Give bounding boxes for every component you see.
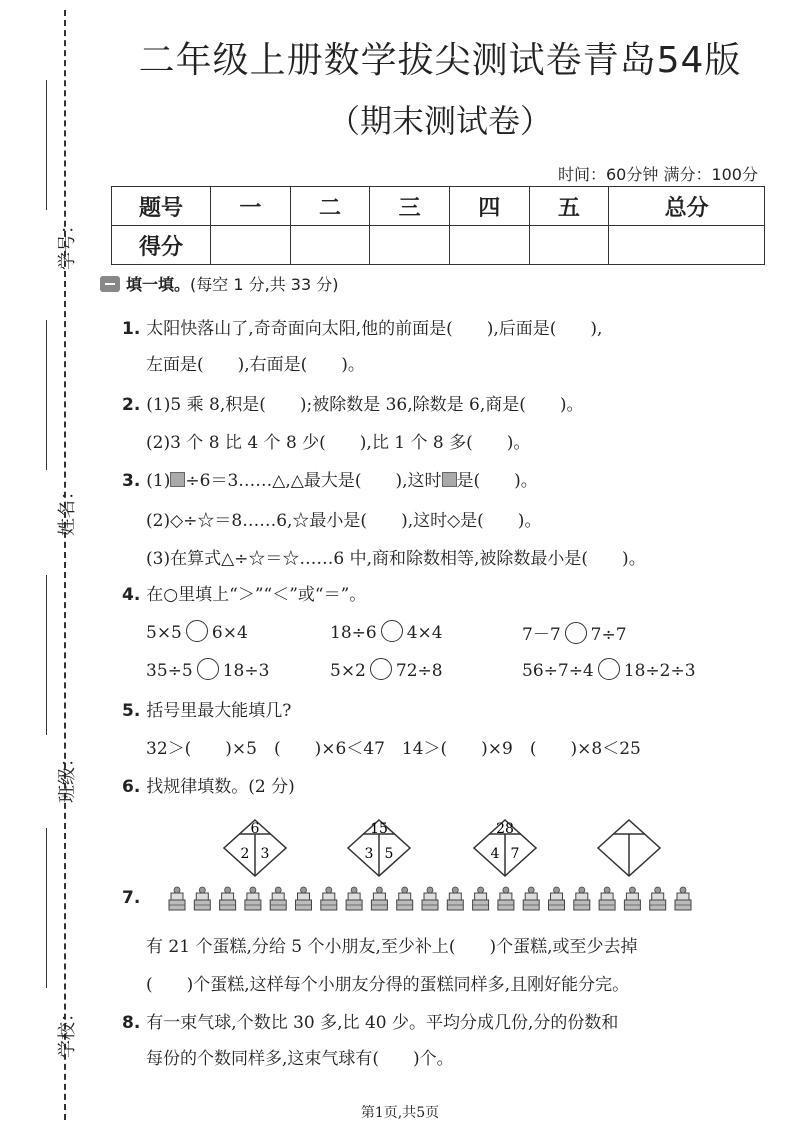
score-cell-label: 题号	[112, 187, 211, 226]
diamond-top-value: 6	[250, 821, 260, 837]
cake-icon	[321, 887, 337, 910]
question-1-line-2: 左面是( ),右面是( )。	[146, 355, 365, 375]
question-8-text-1: 有一束气球,个数比 30 多,比 40 少。平均分成几份,分的份数和	[146, 1013, 619, 1033]
page-footer: 第1页,共5页	[360, 1105, 440, 1121]
student-id-label: 学号：	[57, 216, 78, 270]
question-6-text: 找规律填数。(2 分)	[146, 777, 295, 797]
question-7-number: 7.	[122, 888, 141, 908]
cake-icon	[270, 887, 286, 910]
question-5-items: 32＞( )×5 ( )×6＜47 14＞( )×9 ( )×8＜25	[146, 739, 641, 759]
cake-icon	[624, 887, 640, 910]
score-cell-total: 总分	[609, 187, 765, 226]
diamond-top-value: 15	[370, 821, 388, 837]
compare-circle-icon[interactable]	[381, 620, 403, 642]
class-label: 班级：	[57, 749, 78, 803]
section-1-heading	[100, 272, 338, 295]
score-input-total[interactable]	[609, 226, 765, 265]
question-5-number: 5.	[122, 701, 141, 721]
cake-icon	[245, 887, 261, 910]
score-table	[111, 186, 765, 265]
compare-left: 5×2	[330, 661, 366, 681]
question-3-text-1a: (1)	[146, 471, 171, 491]
score-cell-3: 三	[370, 187, 450, 226]
cake-icon	[599, 887, 615, 910]
diamond-right-value: 7	[510, 846, 520, 862]
cake-icon	[523, 887, 539, 910]
score-input-2[interactable]	[290, 226, 370, 265]
question-2-number: 2.	[122, 395, 141, 415]
time-score-info: 时间：60分钟 满分：100分	[558, 165, 758, 184]
compare-item	[522, 658, 696, 681]
question-4-number: 4.	[122, 585, 141, 605]
score-row-label: 得分	[112, 226, 211, 265]
compare-right: 18÷2÷3	[623, 661, 696, 681]
compare-item	[330, 620, 443, 643]
question-6-number: 6.	[122, 777, 141, 797]
section-1-note: (每空 1 分,共 33 分)	[190, 275, 339, 294]
school-field[interactable]	[20, 828, 78, 1068]
cake-icon	[296, 887, 312, 910]
question-2-line-2: (2)3 个 8 比 4 个 8 少( ),比 1 个 8 多( )。	[146, 433, 531, 453]
question-7-number-line	[122, 888, 146, 908]
score-table-header-row	[112, 187, 765, 226]
question-6-prompt	[122, 772, 295, 797]
gray-square-icon	[170, 472, 185, 487]
school-label: 学校：	[57, 1004, 78, 1058]
gray-square-icon	[442, 472, 457, 487]
pattern-diamond-4-blank[interactable]	[596, 818, 662, 878]
diamond-top-value: 28	[496, 821, 514, 837]
compare-left: 7－7	[522, 625, 561, 645]
compare-item	[146, 620, 248, 643]
question-3-line-3: (3)在算式△÷☆＝☆……6 中,商和除数相等,被除数最小是( )。	[146, 549, 646, 569]
class-field[interactable]	[20, 575, 78, 803]
class-line	[46, 575, 47, 735]
school-line	[46, 828, 47, 988]
cake-icon	[169, 887, 185, 910]
cake-icon	[447, 887, 463, 910]
compare-item	[522, 620, 627, 645]
question-3-text-1b: ÷6＝3……△,△最大是( ),这时	[185, 471, 442, 491]
question-3-number: 3.	[122, 471, 141, 491]
cake-icon	[650, 887, 666, 910]
question-8-line-2: 每份的个数同样多,这束气球有( )个。	[146, 1049, 454, 1069]
score-cell-5: 五	[529, 187, 609, 226]
cake-icon	[220, 887, 236, 910]
compare-right: 6×4	[211, 623, 248, 643]
compare-right: 72÷8	[395, 661, 443, 681]
student-id-field[interactable]	[20, 80, 78, 280]
score-table-score-row	[112, 226, 765, 265]
question-2-line-1	[122, 390, 584, 415]
compare-right: 18÷3	[222, 661, 270, 681]
diamond-left-value: 4	[490, 846, 500, 862]
compare-left: 35÷5	[146, 661, 193, 681]
question-5-text: 括号里最大能填几?	[146, 701, 292, 721]
pattern-diamond-3	[472, 818, 538, 878]
cake-row	[166, 884, 706, 914]
diamond-left-value: 3	[364, 846, 374, 862]
name-line	[46, 320, 47, 470]
score-cell-4: 四	[449, 187, 529, 226]
score-input-4[interactable]	[449, 226, 529, 265]
section-number-badge	[100, 276, 120, 292]
compare-left: 56÷7÷4	[522, 661, 594, 681]
question-3-text-1c: 是( )。	[456, 471, 538, 491]
question-1-number: 1.	[122, 319, 141, 339]
name-field[interactable]	[20, 320, 78, 540]
section-1-title: 填一填。	[126, 275, 191, 294]
cake-icon	[675, 887, 691, 910]
diamond-left-value: 2	[240, 846, 250, 862]
compare-left: 5×5	[146, 623, 182, 643]
score-input-3[interactable]	[370, 226, 450, 265]
question-3-line-2: (2)◇÷☆＝8……6,☆最小是( ),这时◇是( )。	[146, 511, 542, 531]
exam-title: 二年级上册数学拔尖测试卷青岛54版	[138, 40, 742, 81]
cake-icon	[574, 887, 590, 910]
pattern-diamond-2	[346, 818, 412, 878]
score-cell-1: 一	[211, 187, 291, 226]
pattern-diamond-1	[222, 818, 288, 878]
question-3-line-1	[122, 466, 538, 491]
binding-margin-line	[64, 10, 66, 1120]
question-1-text-1: 太阳快落山了,奇奇面向太阳,他的前面是( ),后面是( ),	[146, 319, 603, 339]
exam-subtitle: （期末测试卷）	[327, 102, 552, 140]
compare-item	[330, 658, 443, 681]
name-label: 姓名：	[57, 482, 78, 536]
cake-icon	[371, 887, 387, 910]
cake-icon	[549, 887, 565, 910]
compare-item	[146, 658, 269, 681]
compare-circle-icon[interactable]	[565, 622, 587, 644]
cake-icon	[473, 887, 489, 910]
cake-icon	[422, 887, 438, 910]
question-7-line-2: ( )个蛋糕,这样每个小朋友分得的蛋糕同样多,且刚好能分完。	[146, 975, 630, 995]
question-7-line-1: 有 21 个蛋糕,分给 5 个小朋友,至少补上( )个蛋糕,或至少去掉	[146, 937, 638, 957]
question-4-prompt	[122, 580, 366, 605]
score-cell-2: 二	[290, 187, 370, 226]
compare-right: 7÷7	[590, 625, 627, 645]
diamond-right-value: 3	[260, 846, 270, 862]
compare-left: 18÷6	[330, 623, 377, 643]
question-8-number: 8.	[122, 1013, 141, 1033]
question-4-text: 在○里填上“＞”“＜”或“＝”。	[146, 585, 367, 605]
cake-icon	[498, 887, 514, 910]
question-2-text-1: (1)5 乘 8,积是( );被除数是 36,除数是 6,商是( )。	[146, 395, 584, 415]
score-input-5[interactable]	[529, 226, 609, 265]
cake-icon	[194, 887, 210, 910]
cake-icon	[397, 887, 413, 910]
question-1-line-1	[122, 314, 602, 339]
diamond-right-value: 5	[384, 846, 394, 862]
compare-circle-icon[interactable]	[598, 658, 620, 680]
question-8-line-1	[122, 1008, 618, 1033]
compare-right: 4×4	[406, 623, 443, 643]
compare-circle-icon[interactable]	[186, 620, 208, 642]
score-input-1[interactable]	[211, 226, 291, 265]
student-id-line	[46, 80, 47, 210]
cake-icon	[346, 887, 362, 910]
compare-circle-icon[interactable]	[197, 658, 219, 680]
question-5-prompt	[122, 696, 291, 721]
compare-circle-icon[interactable]	[370, 658, 392, 680]
